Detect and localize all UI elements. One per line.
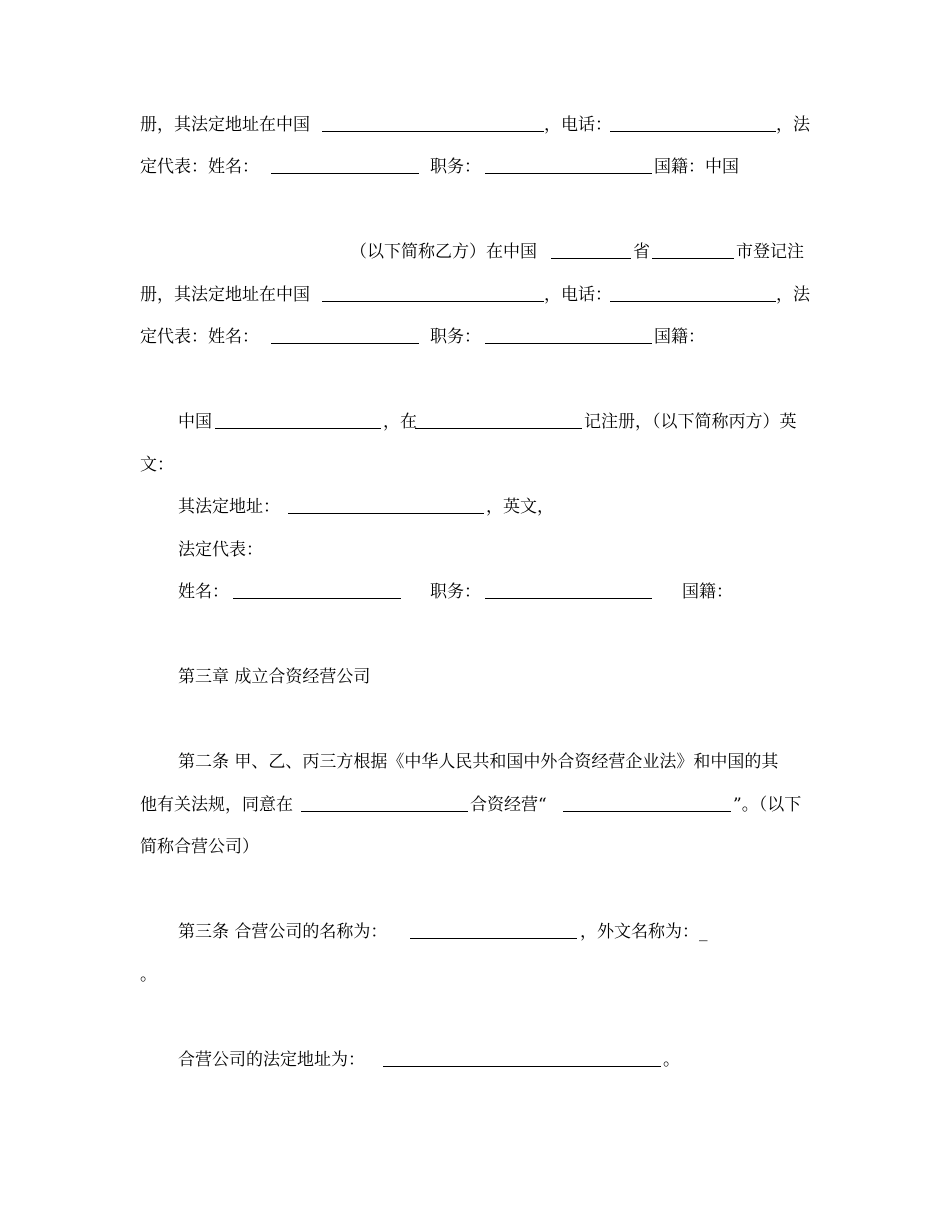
article-2-location-blank[interactable] <box>301 811 468 812</box>
party-b-province-label: 省 <box>633 242 650 262</box>
legal-address-label: 合营公司的法定地址为： <box>178 1050 365 1070</box>
party-b-address-label: 册，其法定地址在中国 <box>140 285 310 305</box>
party-c-title-label: 职务： <box>430 582 481 602</box>
party-a-title-blank[interactable] <box>485 173 652 174</box>
article-2-company-blank[interactable] <box>563 811 731 812</box>
party-a-phone-blank[interactable] <box>610 131 776 132</box>
party-c-title-blank[interactable] <box>485 598 652 599</box>
party-b-phone-blank[interactable] <box>610 301 776 302</box>
legal-address-end: 。 <box>663 1050 680 1070</box>
party-a-phone-label: ，电话： <box>544 115 612 135</box>
party-a-nationality: 国籍：中国 <box>654 157 739 177</box>
legal-address-blank[interactable] <box>383 1066 661 1067</box>
party-a-address-label: 册，其法定地址在中国 <box>140 115 310 135</box>
party-c-nationality-label: 国籍： <box>682 582 733 602</box>
party-b-province-blank[interactable] <box>551 258 631 259</box>
article-2-text-2b: 合资经营“ <box>470 795 547 815</box>
party-c-name-label: 姓名： <box>178 582 229 602</box>
article-3-foreign-name-label: ，外文名称为：_ <box>580 922 708 942</box>
party-c-name-blank[interactable] <box>215 428 381 429</box>
party-a-title-label: 职务： <box>430 157 481 177</box>
party-b-intro: （以下简称乙方）在中国 <box>350 242 537 262</box>
party-c-rep-label: 法定代表： <box>178 540 263 560</box>
article-2-text-2a: 他有关法规，同意在 <box>140 795 293 815</box>
article-3-name-blank[interactable] <box>410 938 577 939</box>
party-b-phone-label: ，电话： <box>544 285 612 305</box>
article-3-end: 。 <box>140 965 157 985</box>
party-b-line-end: ，法 <box>776 285 810 305</box>
chapter-title: 第三章 成立合资经营公司 <box>178 667 371 687</box>
party-c-registry-blank[interactable] <box>415 428 582 429</box>
party-a-name-blank[interactable] <box>271 173 419 174</box>
party-b-name-blank[interactable] <box>271 343 419 344</box>
party-b-city-label: 市登记注 <box>736 242 804 262</box>
party-c-address-english: ，英文， <box>486 497 554 517</box>
party-c-english-label: 文： <box>140 455 174 475</box>
party-a-line-end: ，法 <box>776 115 810 135</box>
party-b-address-blank[interactable] <box>322 301 544 302</box>
party-b-title-label: 职务： <box>430 327 481 347</box>
article-2-text-3: 简称合营公司） <box>140 837 259 857</box>
party-c-registered-text: 记注册，（以下简称丙方）英 <box>584 412 797 432</box>
party-a-name-label: 定代表：姓名： <box>140 157 259 177</box>
article-3-name-label: 第三条 合营公司的名称为： <box>178 922 388 942</box>
party-b-city-blank[interactable] <box>652 258 734 259</box>
article-2-text-2c: ”。（以下 <box>733 795 802 815</box>
article-2-text-1: 第二条 甲、乙、丙三方根据《中华人民共和国中外合资经营企业法》和中国的其 <box>178 752 779 772</box>
party-b-title-blank[interactable] <box>485 343 652 344</box>
party-c-address-label: 其法定地址： <box>178 497 280 517</box>
party-b-name-label: 定代表：姓名： <box>140 327 259 347</box>
party-c-rep-name-blank[interactable] <box>233 598 401 599</box>
party-a-address-blank[interactable] <box>322 131 544 132</box>
party-c-at-label: ，在 <box>383 412 417 432</box>
party-c-china-label: 中国 <box>178 412 212 432</box>
party-b-nationality-label: 国籍： <box>654 327 705 347</box>
party-c-address-blank[interactable] <box>288 513 484 514</box>
